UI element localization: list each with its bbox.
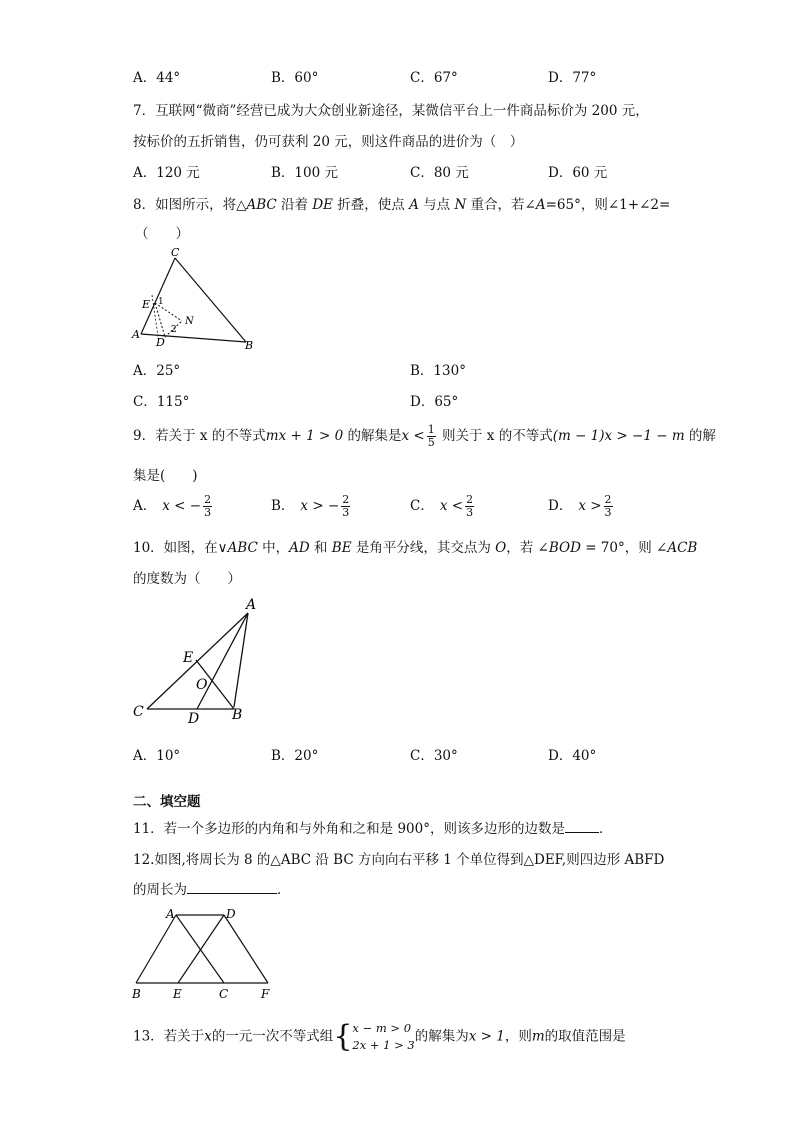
q12-segment-df — [224, 915, 268, 983]
q7-option-d: D．60 元 — [548, 165, 608, 181]
q9-option-c: C． x < $\frac{2}{3}$ — [410, 493, 474, 519]
q8-text-line1: 8．如图所示，将△ABC 沿着 DE 折叠，使点 A 与点 N 重合，若∠A=65°，则∠1+∠2= — [133, 197, 671, 213]
q12-label-a: A — [166, 907, 175, 921]
q9-text-line1: 9．若关于 x 的不等式mx + 1 > 0 的解集是x < $\frac{1}{5}$ 则关于 x 的不等式(m − 1)x > −1 − m 的解 — [133, 423, 716, 449]
q11-answer-blank[interactable] — [565, 832, 599, 833]
q8-label-2: 2 — [171, 325, 177, 335]
q10-option-d: D．40° — [548, 748, 597, 764]
q10-label-e: E — [183, 650, 194, 666]
q10-option-a: A．10° — [133, 748, 181, 764]
q12-label-f: F — [261, 987, 270, 1001]
q13-inequality-system: x − m > 0 2x + 1 > 3 — [352, 1021, 415, 1052]
q7-option-c: C．80 元 — [410, 165, 469, 181]
q12-label-c: C — [219, 987, 229, 1001]
q10-label-c: C — [133, 704, 144, 720]
q8-label-b: B — [245, 339, 254, 352]
q12-answer-blank[interactable] — [187, 893, 277, 894]
q6-option-b: B．60° — [271, 70, 319, 86]
q6-option-d: D．77° — [548, 70, 597, 86]
q10-figure — [125, 593, 270, 728]
q13-text: 13．若关于x的一元一次不等式组{ x − m > 0 2x + 1 > 3 的解集为x > 1，则m的取值范围是 — [133, 1019, 626, 1054]
q12-segment-ab — [136, 915, 176, 983]
q10-text-line1: 10．如图，在∨ABC 中，AD 和 BE 是角平分线，其交点为 O，若 ∠BOD = 70°，则 ∠ACB — [133, 540, 698, 556]
q8-figure — [125, 245, 265, 353]
q7-option-b: B．100 元 — [271, 165, 338, 181]
q7-text-line1: 7．互联网“微商”经营已成为大众创业新途径，某微信平台上一件商品标价为 200 元， — [133, 103, 649, 119]
q9-option-b: B． x > − $\frac{2}{3}$ — [271, 493, 350, 519]
q12-text-line2: 的周长为 ． — [133, 882, 291, 898]
q11-text: 11．若一个多边形的内角和与外角和之和是 900°，则该多边形的边数是 ． — [133, 821, 613, 837]
q8-option-b: B．130° — [410, 363, 466, 379]
q10-label-d: D — [188, 711, 200, 727]
q8-label-c: C — [171, 246, 180, 259]
q9-option-d: D． x > $\frac{2}{3}$ — [548, 493, 612, 519]
q9-option-a: A． x < − $\frac{2}{3}$ — [133, 493, 212, 519]
q7-option-a: A．120 元 — [133, 165, 200, 181]
q13-brace: { — [333, 1019, 353, 1054]
q8-option-c: C．115° — [133, 394, 190, 410]
q6-option-a: A．44° — [133, 70, 181, 86]
q8-label-e: E — [142, 298, 151, 311]
q8-option-a: A．25° — [133, 363, 181, 379]
q10-label-a: A — [246, 597, 257, 613]
q12-text-line1: 12.如图,将周长为 8 的△ABC 沿 BC 方向向右平移 1 个单位得到△DEF,则四边形 ABFD — [133, 852, 665, 868]
q8-side-ca — [141, 258, 175, 334]
q8-side-cb — [175, 258, 246, 342]
q8-label-n: N — [185, 316, 194, 327]
q12-label-b: B — [132, 987, 141, 1001]
q10-text-line2: 的度数为（ ） — [133, 571, 241, 587]
section-title-fill-blank: 二、填空题 — [133, 794, 201, 810]
q6-option-c: C．67° — [410, 70, 458, 86]
q8-label-1: 1 — [158, 297, 164, 307]
q10-label-o: O — [196, 677, 208, 693]
q12-figure — [125, 903, 280, 1003]
q7-text-line2: 按标价的五折销售，仍可获利 20 元，则这件商品的进价为（ ） — [133, 134, 524, 150]
q12-label-e: E — [173, 987, 182, 1001]
q8-option-d: D．65° — [410, 394, 459, 410]
q9-text-line2: 集是( ) — [133, 468, 198, 484]
q10-label-b: B — [232, 707, 243, 723]
q8-text-line2: （ ） — [135, 226, 189, 242]
q12-label-d: D — [226, 907, 236, 921]
q8-label-d: D — [156, 336, 165, 349]
q9-fraction: $\frac{1}{5}$ — [427, 423, 435, 449]
q10-option-b: B．20° — [271, 748, 319, 764]
q8-label-a: A — [132, 328, 140, 341]
q10-option-c: C．30° — [410, 748, 458, 764]
